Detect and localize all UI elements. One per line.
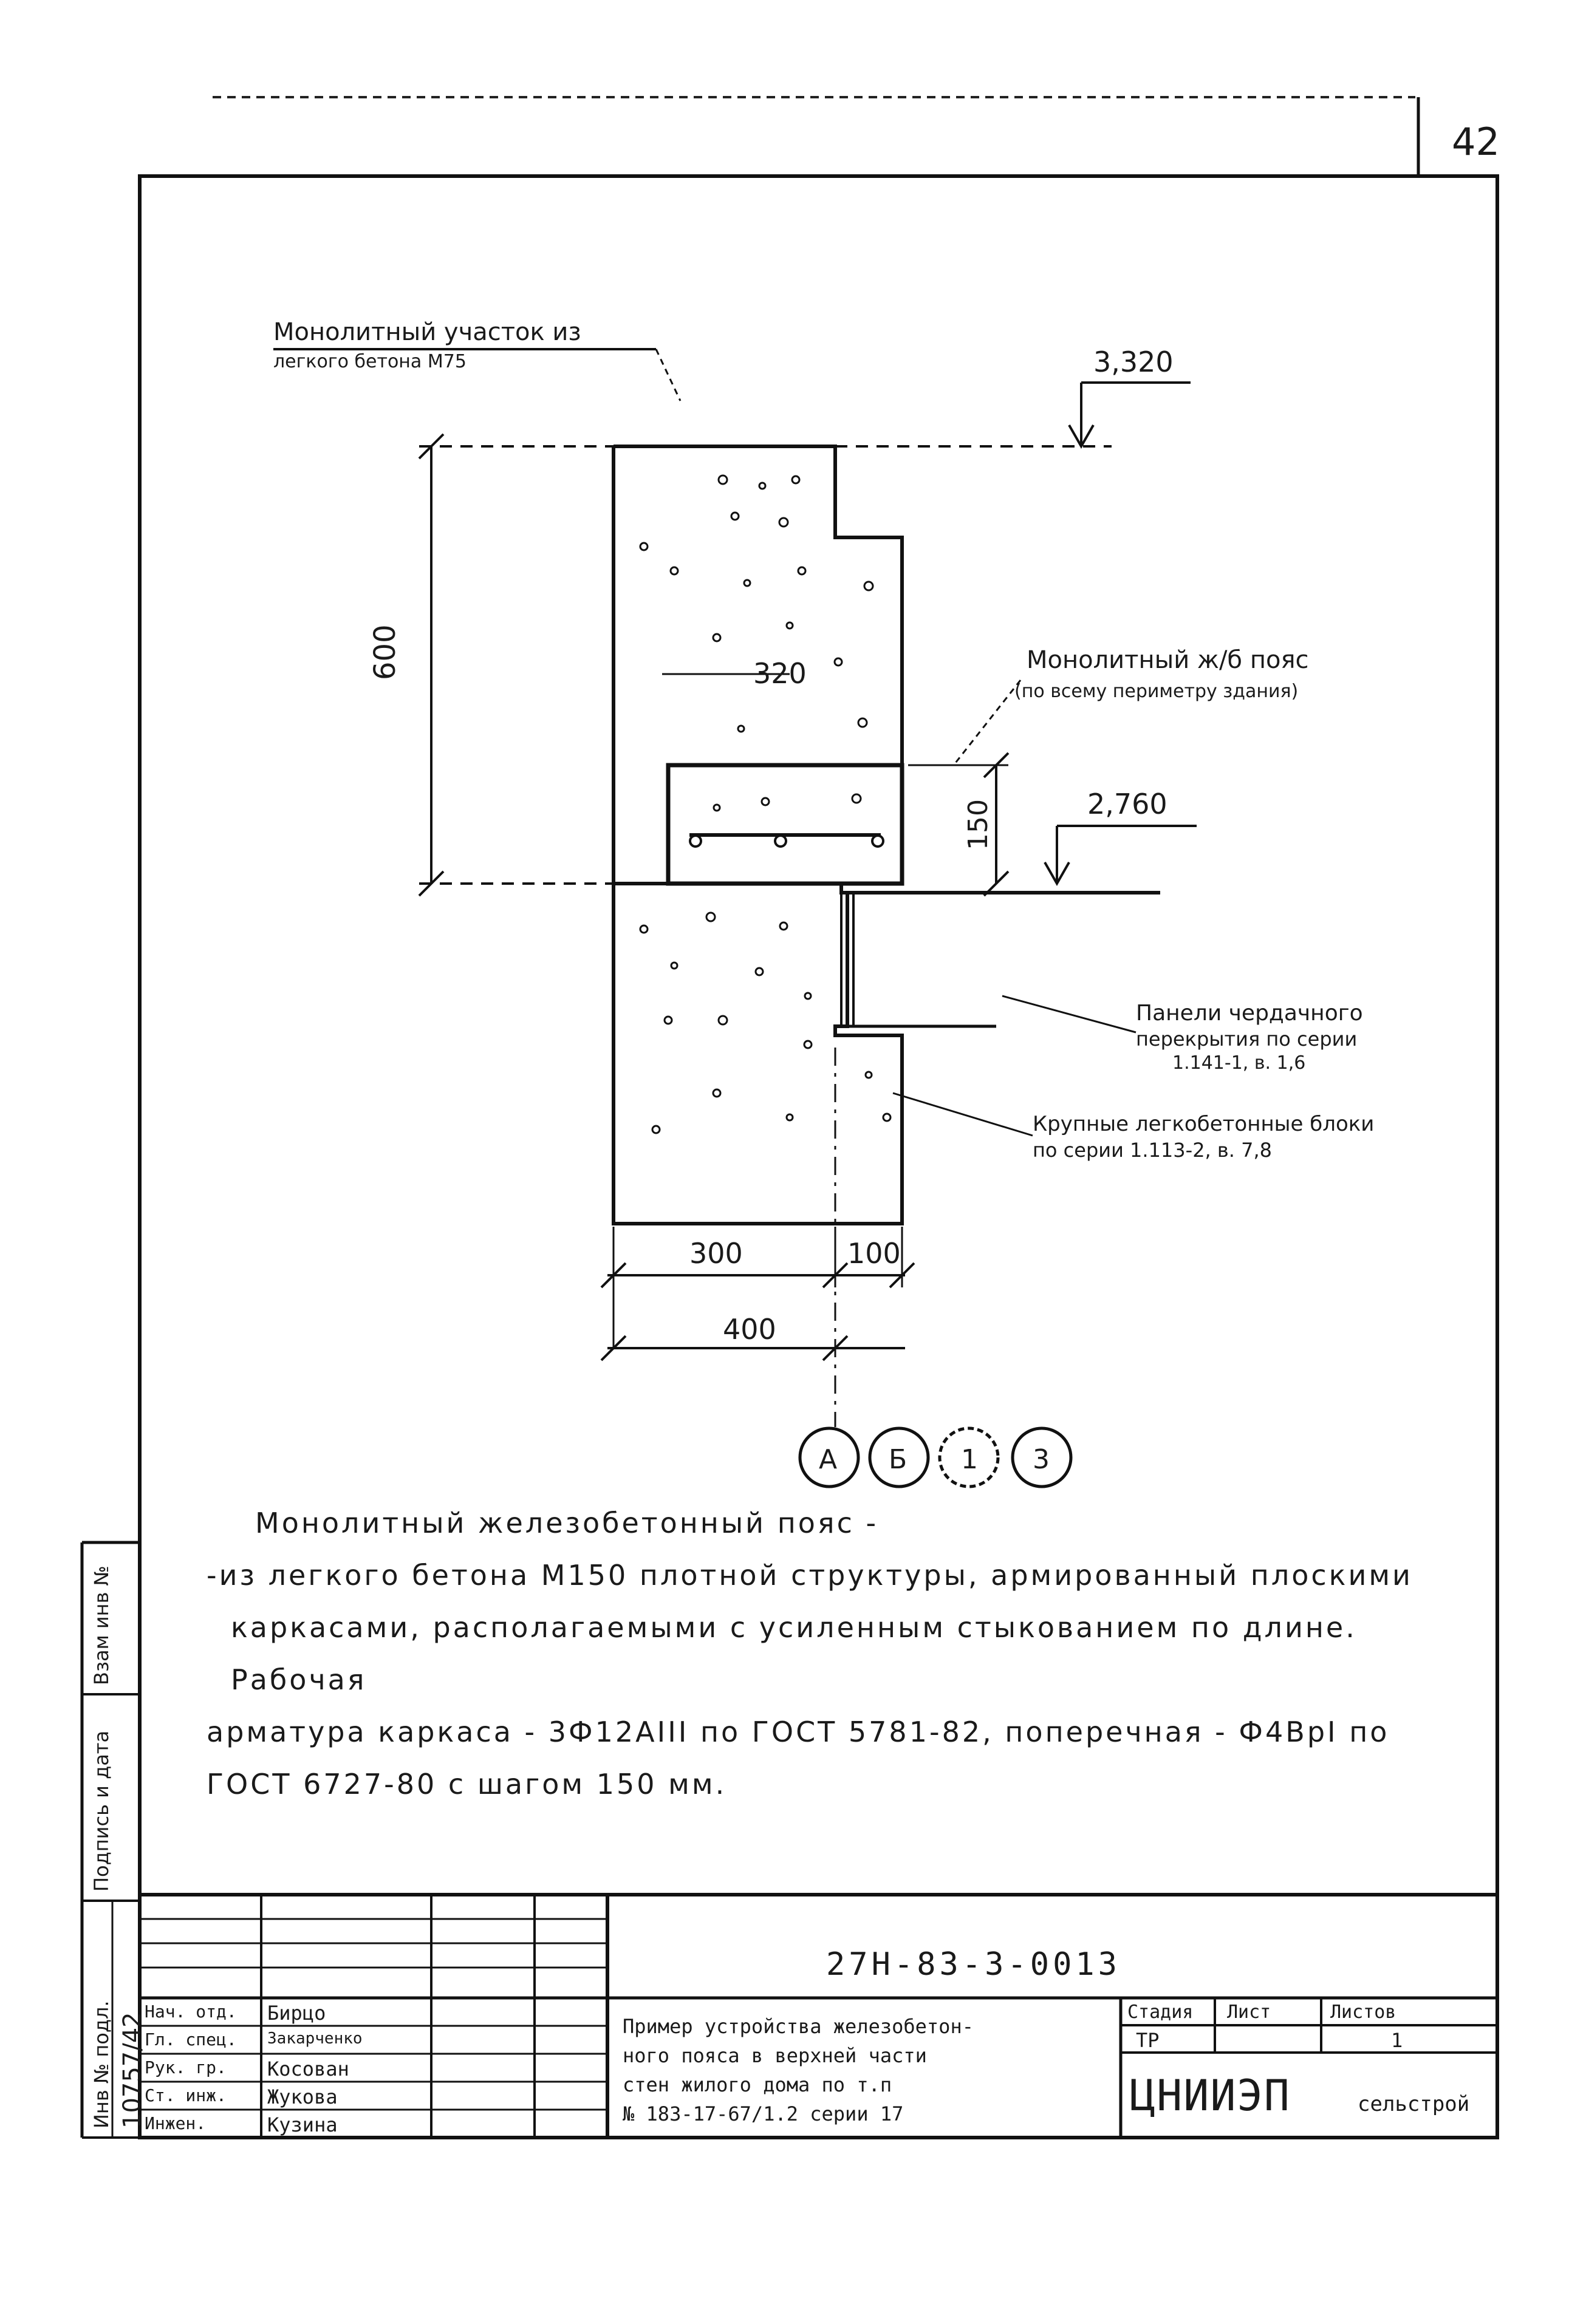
axis-label-a: А (819, 1444, 838, 1475)
org-main: ЦНИИЭП (1130, 2071, 1291, 2121)
name-bircо: Бирцо (267, 2002, 326, 2025)
col-sheets-header: Листов (1330, 2002, 1396, 2023)
side-podpis-data: Подпись и дата (90, 1730, 113, 1892)
label-belt-line1: Монолитный ж/б пояс (1027, 646, 1309, 674)
label-belt-line2: (по всему периметру здания) (1014, 681, 1299, 702)
name-kuzina: Кузина (267, 2113, 338, 2136)
description-line1: Пример устройства железобетон- (623, 2015, 974, 2038)
side-inv-podl: Инв № подл. (90, 2000, 113, 2128)
stage-value: ТР (1136, 2029, 1160, 2052)
notes-line3: арматура каркаса - 3Ф12АIII по ГОСТ 5781-82, поперечная - Ф4ВрI по (207, 1716, 1390, 1748)
label-blocks-line1: Крупные легкобетонные блоки (1033, 1112, 1375, 1136)
col-sheet-header: Лист (1227, 2002, 1271, 2023)
dimension-400: 400 (723, 1313, 776, 1346)
name-zhukova: Жукова (267, 2085, 338, 2108)
sheet-number: 42 (1452, 120, 1500, 164)
notes-line1: -из легкого бетона М150 плотной структуры, армированный плоскими (207, 1559, 1413, 1592)
name-kosovan: Косован (267, 2057, 349, 2080)
org-suffix: сельстрой (1358, 2092, 1470, 2116)
dimension-300: 300 (689, 1237, 743, 1270)
name-zakarchenko: Закарченко (267, 2029, 363, 2048)
axis-label-3: 3 (1033, 1444, 1050, 1475)
notes-block (207, 1497, 1470, 1810)
notes-line4: ГОСТ 6727-80 с шагом 150 мм. (207, 1768, 727, 1801)
elevation-mid: 2,760 (1087, 788, 1167, 820)
notes-title: Монолитный железобетонный пояс - (255, 1507, 879, 1539)
drawing-frame (140, 176, 1497, 2138)
label-monolith-zone-line2: легкого бетона М75 (273, 351, 467, 372)
sheets-value: 1 (1391, 2029, 1403, 2052)
label-panels-line2: перекрытия по серии (1136, 1027, 1358, 1051)
label-blocks-line2: по серии 1.113-2, в. 7,8 (1033, 1139, 1272, 1162)
label-monolith-zone-line1: Монолитный участок из (273, 318, 581, 346)
side-vzam-inv: Взам инв № (90, 1566, 113, 1685)
axis-label-b: Б (889, 1444, 908, 1475)
role-st-inzh: Ст. инж. (145, 2085, 227, 2105)
description-line2: ного пояса в верхней части (623, 2044, 927, 2067)
dimension-100: 100 (847, 1237, 901, 1270)
axis-label-1: 1 (961, 1444, 978, 1475)
description-line4: № 183-17-67/1.2 серии 17 (623, 2102, 904, 2125)
elevation-top: 3,320 (1093, 346, 1174, 378)
label-panels-line1: Панели чердачного (1136, 1001, 1363, 1026)
description-line3: стен жилого дома по т.п (623, 2073, 892, 2096)
role-nach-otd: Нач. отд. (145, 2002, 237, 2022)
dimension-150: 150 (963, 799, 994, 850)
role-gl-spec: Гл. спец. (145, 2029, 237, 2050)
label-panels-line3: 1.141-1, в. 1,6 (1172, 1052, 1306, 1074)
col-stage-header: Стадия (1127, 2002, 1194, 2023)
role-ruk-gr: Рук. гр. (145, 2057, 227, 2077)
drawing-labels (273, 318, 1374, 1475)
notes-line2: каркасами, располагаемыми с усиленным стыкованием по длине. Рабочая (231, 1611, 1357, 1696)
side-inv-number: 10757/42 (118, 2012, 146, 2128)
dimension-600: 600 (368, 624, 402, 680)
role-inzhen: Инжен. (145, 2113, 207, 2133)
dimension-320: 320 (753, 657, 807, 690)
doc-code: 27Н-83-3-0013 (826, 1946, 1121, 1983)
